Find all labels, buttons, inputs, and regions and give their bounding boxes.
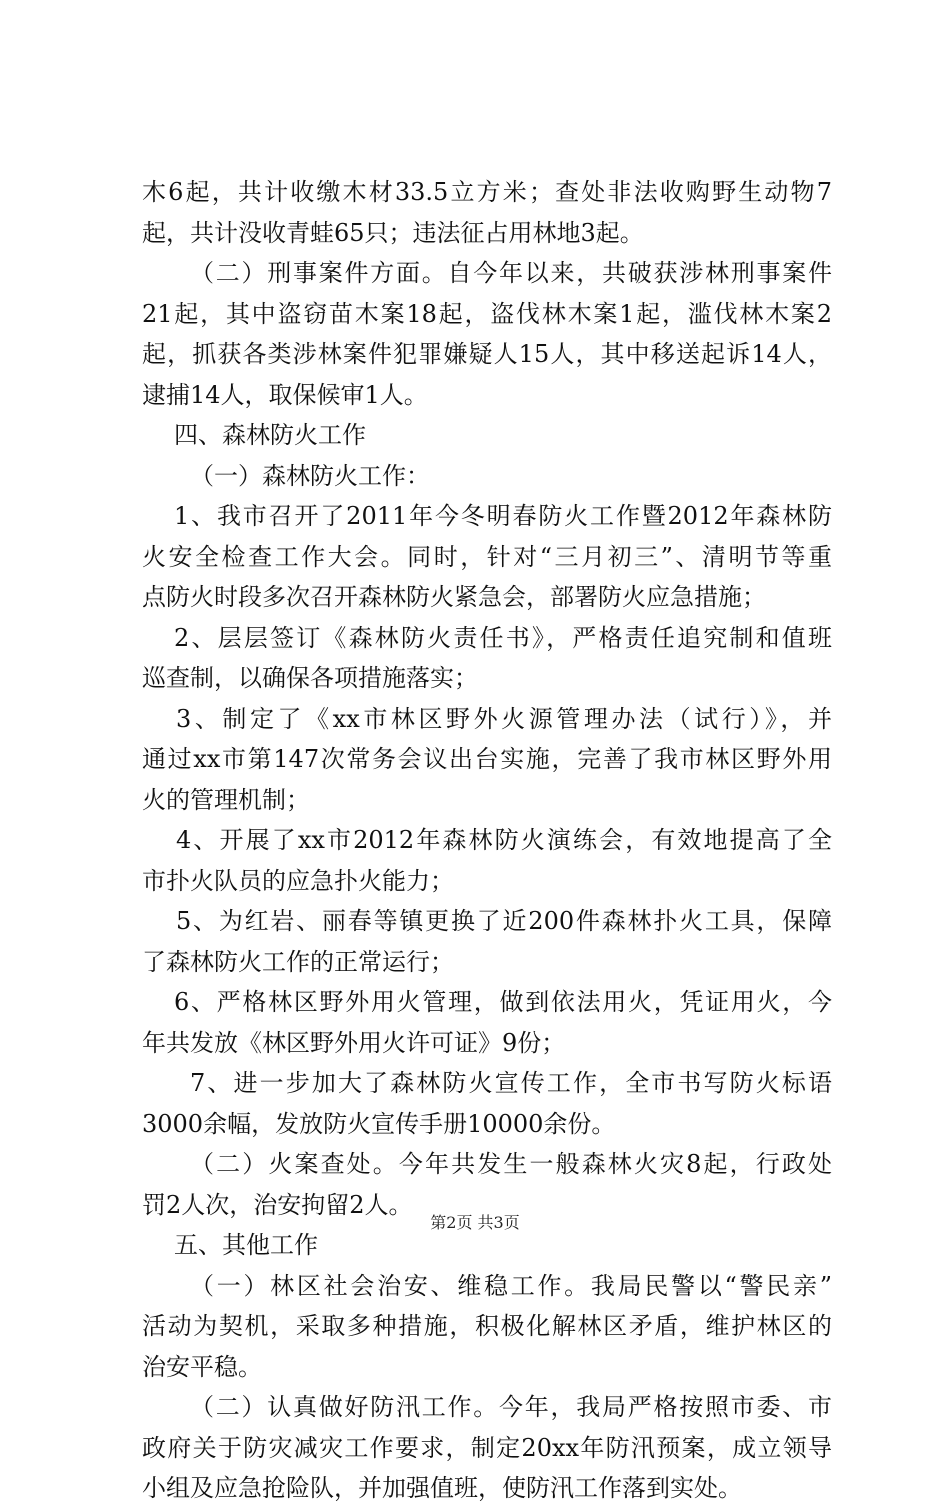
subsection-heading: （一）森林防火工作： — [190, 461, 430, 490]
text-line: 了森林防火工作的正常运行； — [142, 947, 454, 976]
text-line: 3、制定了《xx市林区野外火源管理办法（试行）》，并 — [176, 704, 832, 733]
text-line: 7、进一步加大了森林防火宣传工作，全市书写防火标语 — [190, 1069, 832, 1097]
text-line: 起，抓获各类涉林案件犯罪嫌疑人15人，其中移送起诉14人， — [142, 340, 832, 368]
text-line: 治安平稳。 — [142, 1352, 262, 1381]
text-line: 火的管理机制； — [142, 785, 310, 814]
text-line: 6、严格林区野外用火管理，做到依法用火，凭证用火，今 — [174, 988, 832, 1016]
text-line: 通过xx市第147次常务会议出台实施，完善了我市林区野外用 — [142, 745, 832, 773]
text-line: 3000余幅，发放防火宣传手册10000余份。 — [142, 1109, 616, 1138]
text-line: 5、为红岩、丽春等镇更换了近200件森林扑火工具，保障 — [176, 907, 832, 935]
text-line: 火安全检查工作大会。同时，针对“三月初三”、清明节等重 — [142, 542, 832, 571]
document-body — [142, 172, 832, 1509]
text-line: 点防火时段多次召开森林防火紧急会，部署防火应急措施； — [142, 583, 766, 611]
text-line: （二）认真做好防汛工作。今年，我局严格按照市委、市 — [190, 1393, 832, 1421]
text-line: 2、层层签订《森林防火责任书》，严格责任追究制和值班 — [174, 623, 832, 652]
text-line: 4、开展了xx市2012年森林防火演练会，有效地提高了全 — [176, 826, 832, 854]
text-line: （二）刑事案件方面。自今年以来，共破获涉林刑事案件 — [190, 259, 832, 287]
text-line: （二）火案查处。今年共发生一般森林火灾8起，行政处 — [190, 1150, 832, 1178]
text-line: 起，共计没收青蛙65只；违法征占用林地3起。 — [142, 218, 644, 247]
text-line: 逮捕14人，取保候审1人。 — [142, 380, 428, 409]
text-line: 小组及应急抢险队，并加强值班，使防汛工作落到实处。 — [142, 1474, 742, 1502]
text-line: 21起，其中盗窃苗木案18起，盗伐林木案1起，滥伐林木案2 — [142, 299, 832, 328]
text-line: 巡查制，以确保各项措施落实； — [142, 664, 478, 692]
text-line: 1、我市召开了2011年今冬明春防火工作暨2012年森林防 — [174, 502, 832, 530]
text-line: 罚2人次，治安拘留2人。 — [142, 1190, 413, 1219]
text-line: 年共发放《林区野外用火许可证》9份； — [142, 1028, 566, 1057]
page-number-footer: 第2页 共3页 — [430, 1213, 520, 1232]
section-heading: 五、其他工作 — [174, 1231, 318, 1259]
text-line: 政府关于防灾减灾工作要求，制定20xx年防汛预案，成立领导 — [142, 1433, 832, 1462]
text-line: 活动为契机，采取多种措施，积极化解林区矛盾，维护林区的 — [142, 1312, 832, 1340]
section-heading: 四、森林防火工作 — [174, 421, 366, 449]
text-line: （一）林区社会治安、维稳工作。我局民警以“警民亲” — [190, 1271, 832, 1300]
text-line: 市扑火队员的应急扑火能力； — [142, 866, 454, 895]
text-line: 木6起，共计收缴木材33.5立方米；查处非法收购野生动物7 — [142, 178, 832, 206]
